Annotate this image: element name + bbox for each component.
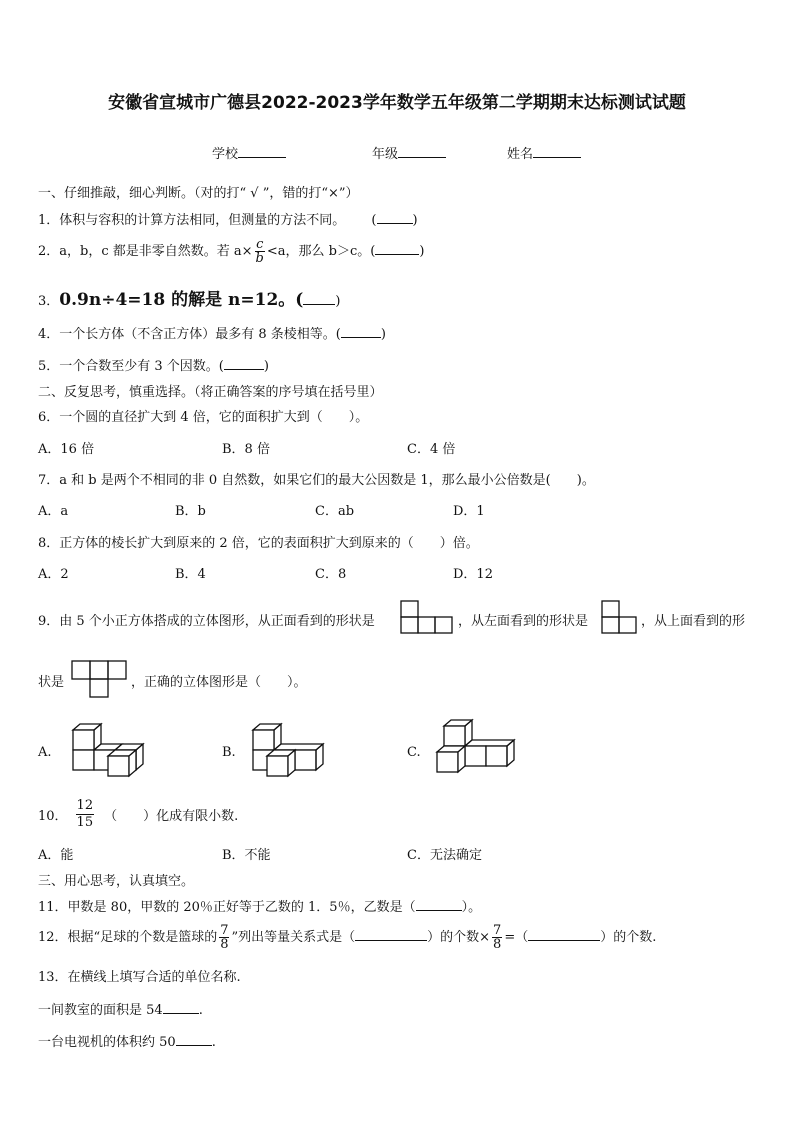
question-6: 6．一个圆的直径扩大到 4 倍，它的面积扩大到（ ）。: [38, 410, 369, 425]
q9-text-4: 状是: [38, 675, 65, 690]
q13-item-2: 一台电视机的体积约 50 .: [38, 1035, 216, 1050]
cube-group-b: [253, 724, 323, 776]
q2-text-b: <a，那么 b＞c。(: [266, 244, 376, 259]
q12-answer-2[interactable]: [528, 928, 600, 941]
q10-option-c[interactable]: C．无法确定: [407, 848, 482, 863]
q10-fraction: $\frac{12}{15}$: [76, 798, 94, 830]
q9-option-a-figure[interactable]: [70, 722, 150, 778]
cube-group-a: [73, 724, 143, 776]
question-1: [38, 209, 418, 228]
q7-option-a[interactable]: A．a: [38, 504, 69, 519]
q3-text: 0.9n÷4=18 的解是 n=12。(: [59, 290, 304, 310]
q12-text-e: ）的个数.: [600, 930, 657, 945]
section-1-heading: 一、仔细推敲，细心判断。（对的打“ √ ”，错的打“×”）: [38, 186, 359, 201]
q6-option-b[interactable]: B．8 倍: [222, 442, 270, 457]
q5-answer[interactable]: [224, 357, 264, 370]
q9-text-2: ，从左面看到的形状是: [458, 614, 589, 629]
q13-answer-2[interactable]: [176, 1033, 212, 1046]
q13-answer-1[interactable]: [163, 1001, 199, 1014]
q7-option-b[interactable]: B．b: [175, 504, 206, 519]
q8-option-b[interactable]: B．4: [175, 567, 206, 582]
question-12: [38, 924, 656, 951]
q9-option-b-figure[interactable]: [250, 722, 330, 778]
page-title: 安徽省宣城市广德县2022-2023学年数学五年级第二学期期末达标测试试题: [108, 93, 686, 113]
question-11: 11．甲数是 80，甲数的 20％正好等于乙数的 1．5％，乙数是（ ）。: [38, 900, 482, 915]
q10-option-a[interactable]: A．能: [38, 848, 74, 863]
q4-answer[interactable]: [341, 325, 381, 338]
school-field[interactable]: [212, 143, 286, 162]
q6-option-a[interactable]: A．16 倍: [38, 442, 95, 457]
q2-fraction: $\frac{c}{b}$: [255, 237, 264, 266]
cube-group-c: [437, 720, 514, 772]
question-8: 8．正方体的棱长扩大到原来的 2 倍，它的表面积扩大到原来的（ ）倍。: [38, 536, 479, 551]
q9-text-5: ，正确的立体图形是（ ）。: [131, 675, 307, 690]
q7-option-d[interactable]: D．1: [453, 504, 485, 519]
q13-item-1: 一间教室的面积是 54 .: [38, 1003, 203, 1018]
q8-option-d[interactable]: D．12: [453, 567, 493, 582]
q12-fraction-2: $\frac{7}{8}$: [493, 923, 502, 952]
q13-item-1-text: 一间教室的面积是 54: [38, 1003, 163, 1018]
name-field[interactable]: [507, 143, 581, 162]
q13-item-2-text: 一台电视机的体积约 50: [38, 1035, 176, 1050]
q12-text-d: =（: [504, 930, 529, 945]
q12-text-b: ”列出等量关系式是（: [231, 930, 356, 945]
front-view-figure: [400, 600, 454, 634]
question-3: 3．0.9n÷4=18 的解是 n=12。( ): [38, 290, 341, 310]
section-3-heading: 三、用心思考，认真填空。: [38, 874, 195, 889]
q9-option-a-label[interactable]: A.: [38, 745, 52, 760]
question-10: [38, 798, 238, 831]
question-4: 4．一个长方体（不含正方体）最多有 8 条棱相等。( ): [38, 327, 386, 342]
grade-blank[interactable]: [398, 145, 446, 158]
q9-text-3: ，从上面看到的形: [641, 614, 746, 629]
school-label: 学校: [212, 147, 239, 162]
q9-text-1: 9．由 5 个小正方体搭成的立体图形，从正面看到的形状是: [38, 614, 375, 629]
q12-text-c: ）的个数×: [427, 930, 491, 945]
q2-text-a: 2．a，b，c 都是非零自然数。若 a×: [38, 244, 253, 259]
left-view-figure: [601, 600, 637, 634]
q11-answer[interactable]: [416, 898, 462, 911]
q4-text: 4．一个长方体（不含正方体）最多有 8 条棱相等。(: [38, 327, 341, 342]
q11-text: 11．甲数是 80，甲数的 20％正好等于乙数的 1．5％，乙数是（: [38, 900, 416, 915]
q10-text: （ ）化成有限小数.: [104, 809, 239, 824]
q8-option-c[interactable]: C．8: [315, 567, 347, 582]
name-label: 姓名: [507, 147, 534, 162]
name-blank[interactable]: [533, 145, 581, 158]
q12-fraction-1: $\frac{7}{8}$: [220, 923, 229, 952]
question-13: 13．在横线上填写合适的单位名称.: [38, 970, 241, 985]
q3-number: 3．: [38, 294, 60, 309]
top-view-figure: [71, 660, 127, 698]
q3-answer[interactable]: [303, 292, 335, 305]
q10-option-b[interactable]: B．不能: [222, 848, 271, 863]
q9-option-c-figure[interactable]: [434, 718, 518, 778]
grade-label: 年级: [372, 147, 399, 162]
question-2: 2．a，b，c 都是非零自然数。若 a× $\frac{c}{b}$ <a，那么 b＞c。( ): [38, 237, 425, 266]
q9-option-b-label[interactable]: B.: [222, 745, 236, 760]
q12-text-a: 12．根据“足球的个数是篮球的: [38, 930, 218, 945]
q10-number: 10．: [38, 809, 68, 824]
question-5: 5．一个合数至少有 3 个因数。( ): [38, 359, 269, 374]
q9-option-c-label[interactable]: C.: [407, 745, 421, 760]
q6-option-c[interactable]: C．4 倍: [407, 442, 456, 457]
q2-answer[interactable]: [375, 242, 419, 255]
q5-text: 5．一个合数至少有 3 个因数。(: [38, 359, 224, 374]
question-7: 7．a 和 b 是两个不相同的非 0 自然数，如果它们的最大公因数是 1，那么最小公倍数是( )。: [38, 473, 595, 488]
section-2-heading: 二、反复思考，慎重选择。（将正确答案的序号填在括号里）: [38, 385, 383, 400]
school-blank[interactable]: [238, 145, 286, 158]
q7-option-c[interactable]: C．ab: [315, 504, 355, 519]
q1-answer[interactable]: ( ): [371, 213, 418, 228]
q12-answer-1[interactable]: [355, 928, 427, 941]
q8-option-a[interactable]: A．2: [38, 567, 69, 582]
q1-text: 1．体积与容积的计算方法相同，但测量的方法不同。: [38, 213, 346, 228]
grade-field[interactable]: [372, 143, 446, 162]
